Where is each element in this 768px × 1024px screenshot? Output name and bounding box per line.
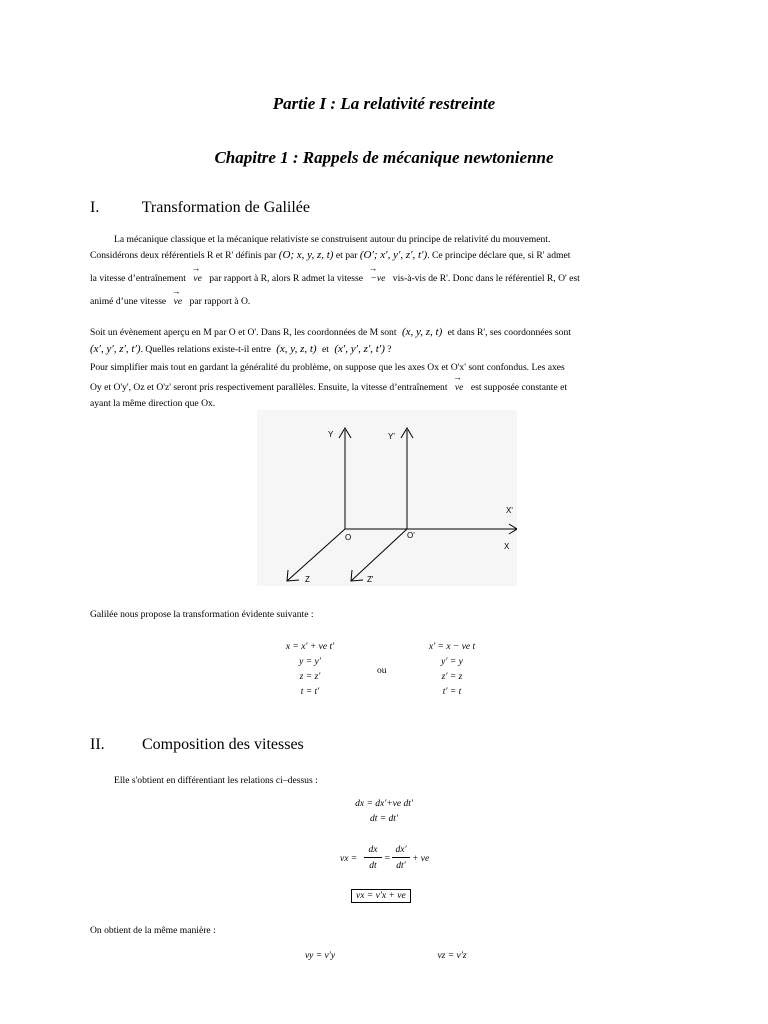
- paragraph-3-line1: Pour simplifier mais tout en gardant la généralité du problème, on suppose que les axes Ox et O'x' sont confondus. Les axes: [90, 362, 565, 373]
- part-title: Partie I : La relativité restreinte: [272, 94, 496, 113]
- label-z-prime: Z': [367, 575, 374, 584]
- para1-ve: → ve: [193, 267, 202, 290]
- eq3-frac1-num: dx: [364, 843, 382, 858]
- eq3-rhs: + ve: [412, 854, 430, 864]
- label-y-prime: Y': [388, 432, 395, 441]
- para1-minus-ve: → −ve: [370, 267, 385, 290]
- para2-eq3: (x, y, z, t): [276, 343, 317, 355]
- para2-line1a: Soit un évènement aperçu en M par O et O'. Dans R, les coordonnées de M sont: [90, 327, 397, 338]
- transform-right-4: t′ = t: [442, 687, 462, 697]
- para1-line1: La mécanique classique et la mécanique relativiste se construisent autour du principe de relativité du mouvement.: [114, 234, 551, 245]
- para1-line3b: par rapport à R, alors R admet la vitesse: [209, 273, 363, 284]
- eq3-equals: =: [384, 854, 391, 864]
- eq3-lhs: vx =: [340, 854, 358, 864]
- eq3-frac2-den: dt': [396, 861, 406, 871]
- para2-line2b: et: [321, 344, 329, 355]
- paragraph-1-line4: [90, 290, 676, 313]
- vx-result-box: vx = v′x + ve: [351, 889, 411, 903]
- para1-line3a: la vitesse d’entraînement: [90, 273, 186, 284]
- para2-line1b: et dans R', ses coordonnées sont: [447, 327, 571, 338]
- transform-left-2: y = y′: [299, 657, 321, 667]
- transform-right-3: z′ = z: [441, 672, 463, 682]
- eq-dt: dt = dt': [370, 814, 398, 824]
- label-z: Z: [305, 575, 310, 584]
- para1-line2b: et par: [335, 250, 358, 261]
- paragraph-3-line3: ayant la même direction que Ox.: [90, 398, 216, 409]
- vy-equation: vy = v′y: [304, 951, 336, 961]
- label-o-prime: O': [407, 531, 415, 540]
- transform-left-4: t = t′: [300, 687, 320, 697]
- z-axis-line: [287, 529, 345, 581]
- para2-eq4: (x′, y′, z′, t′): [334, 343, 385, 355]
- label-x-prime: X': [506, 506, 513, 515]
- para1-line3c: vis-à-vis de R'. Donc dans le référentiel R, O' est: [392, 273, 580, 284]
- para1-line2c: . Ce principe déclare que, si R' admet: [427, 250, 571, 261]
- section-1-number: I.: [90, 199, 100, 216]
- section-1-title: Transformation de Galilée: [141, 199, 310, 216]
- label-x: X: [504, 542, 510, 551]
- galilee-intro: Galilée nous propose la transformation évidente suivante :: [90, 609, 314, 620]
- section-2-heading: [90, 736, 304, 754]
- label-o: O: [345, 533, 352, 542]
- para2-eq1: (x, y, z, t): [401, 326, 443, 338]
- para2-eq2: (x′, y′, z′, t′): [90, 343, 141, 355]
- para1-ve-2: → ve: [174, 290, 183, 313]
- para3-ve: → ve: [455, 376, 464, 399]
- vz-equation: vz = v′z: [437, 951, 467, 961]
- reference-frames-diagram: [257, 410, 517, 586]
- para3-line2b: est supposée constante et: [470, 382, 568, 393]
- section-2-number: II.: [90, 736, 105, 753]
- para2-line2a: . Quelles relations existe-t-il entre: [140, 344, 271, 355]
- para1-eq2: (O′; x′, y′, z′, t′): [359, 249, 428, 261]
- section-2-title: Composition des vitesses: [142, 736, 304, 753]
- transform-right-2: y′ = y: [441, 657, 463, 667]
- axes-diagram-svg: [257, 410, 517, 586]
- eq3-frac1-den: dt: [369, 861, 377, 871]
- eq3-frac2-num: dx': [392, 843, 410, 858]
- transform-left-3: z = z′: [299, 672, 321, 682]
- para2-line2c: ?: [384, 344, 392, 355]
- transform-right-block: [412, 640, 492, 700]
- chapter-title: Chapitre 1 : Rappels de mécanique newtonienne: [214, 148, 554, 167]
- z-prime-axis-line: [351, 529, 407, 581]
- vx-derivation: [336, 843, 446, 877]
- paragraph-1-line2: [90, 244, 676, 267]
- eq-dx: dx = dx'+ve dt': [355, 799, 413, 809]
- differential-equations: [304, 797, 464, 827]
- label-y: Y: [328, 430, 334, 439]
- para1-line2a: Considérons deux référentiels R et R' définis par: [90, 250, 277, 261]
- para1-eq1: (O; x, y, z, t): [278, 249, 334, 261]
- para1-line4b: par rapport à O.: [189, 296, 251, 307]
- section-2-intro: Elle s'obtient en différentiant les relations ci–dessus :: [114, 775, 318, 786]
- transform-left-1: x = x′ + ve t′: [285, 642, 335, 652]
- transform-or: ou: [377, 666, 387, 676]
- para3-line2a: Oy et O'y', Oz et O'z' seront pris respectivement parallèles. Ensuite, la vitesse d’entraînement: [90, 382, 448, 393]
- same-way-text: On obtient de la même manière :: [90, 925, 216, 936]
- para1-line4a: animé d’une vitesse: [90, 296, 167, 307]
- transform-right-1: x′ = x − ve t: [428, 642, 476, 652]
- transform-left-block: [270, 640, 350, 700]
- section-1-heading: [90, 199, 310, 217]
